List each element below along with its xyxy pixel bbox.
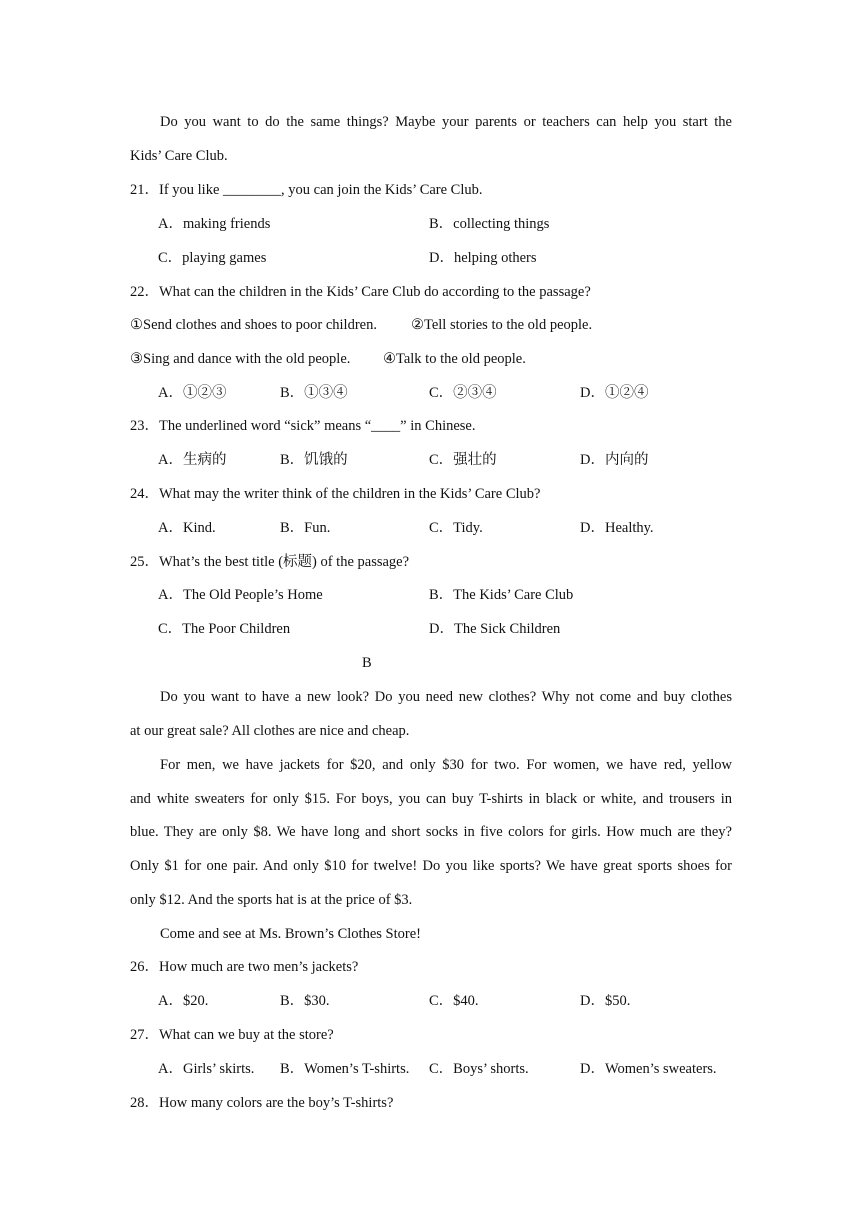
q21-option-a[interactable]: A．making friends [158,216,271,232]
q25-option-b[interactable]: B．The Kids’ Care Club [429,587,574,603]
q27-option-b[interactable]: B．Women’s T-shirts. [280,1061,410,1077]
question-25-stem: 25．What’s the best title (标题) of the passage? [130,554,410,570]
q22-statement-1: ①Send clothes and shoes to poor children. [130,317,377,333]
q24-option-b[interactable]: B．Fun. [280,520,331,536]
q21-option-b[interactable]: B．collecting things [429,216,550,232]
q25-option-d[interactable]: D．The Sick Children [429,621,561,637]
q27-option-c[interactable]: C．Boys’ shorts. [429,1061,529,1077]
q21-option-d[interactable]: D．helping others [429,250,537,266]
question-21-stem: 21．If you like ________, you can join the Kids’ Care Club. [130,182,483,198]
question-27-stem: 27．What can we buy at the store? [130,1027,334,1043]
q27-option-d[interactable]: D．Women’s sweaters. [580,1061,717,1077]
q24-option-d[interactable]: D．Healthy. [580,520,654,536]
q22-statement-2: ②Tell stories to the old people. [411,317,593,333]
intro-line-2: Kids’ Care Club. [130,148,228,164]
q22-statement-4: ④Talk to the old people. [383,351,526,367]
q22-option-c[interactable]: C．②③④ [429,385,497,401]
question-23-stem: 23．The underlined word “sick” means “____” in Chinese. [130,418,476,434]
question-24-stem: 24．What may the writer think of the children in the Kids’ Care Club? [130,486,541,502]
section-b-p3: Come and see at Ms. Brown’s Clothes Store! [160,926,421,942]
q25-option-c[interactable]: C．The Poor Children [158,621,291,637]
q23-option-a[interactable]: A．生病的 [158,452,227,468]
section-b-p2-line-1: For men, we have jackets for $20, and only $30 for two. For women, we have red, yellow [160,757,732,773]
question-22-stem: 22．What can the children in the Kids’ Care Club do according to the passage? [130,284,591,300]
section-b-heading: B [362,655,372,671]
q26-option-d[interactable]: D．$50. [580,993,631,1009]
intro-line-1: Do you want to do the same things? Maybe your parents or teachers can help you start the [160,114,732,130]
section-b-p2-line-4: Only $1 for one pair. And only $10 for twelve! Do you like sports? We have great sports shoes for [130,858,732,874]
q26-option-c[interactable]: C．$40. [429,993,479,1009]
q23-option-c[interactable]: C．强壮的 [429,452,497,468]
section-b-p2-line-3: blue. They are only $8. We have long and short socks in five colors for girls. How much are they? [130,824,732,840]
q23-option-b[interactable]: B．饥饿的 [280,452,348,468]
section-b-p2-line-2: and white sweaters for only $15. For boys, you can buy T-shirts in black or white, and trousers in [130,791,732,807]
q26-option-b[interactable]: B．$30. [280,993,330,1009]
q22-option-a[interactable]: A．①②③ [158,385,227,401]
q22-statement-3: ③Sing and dance with the old people. [130,351,351,367]
q25-option-a[interactable]: A．The Old People’s Home [158,587,323,603]
section-b-p1-line-2: at our great sale? All clothes are nice and cheap. [130,723,410,739]
q23-option-d[interactable]: D．内向的 [580,452,649,468]
q22-option-d[interactable]: D．①②④ [580,385,649,401]
section-b-p1-line-1: Do you want to have a new look? Do you need new clothes? Why not come and buy clothes [160,689,732,705]
section-b-p2-line-5: only $12. And the sports hat is at the price of $3. [130,892,413,908]
q24-option-c[interactable]: C．Tidy. [429,520,483,536]
q22-option-b[interactable]: B．①③④ [280,385,348,401]
q27-option-a[interactable]: A．Girls’ skirts. [158,1061,255,1077]
q21-option-c[interactable]: C．playing games [158,250,267,266]
question-26-stem: 26．How much are two men’s jackets? [130,959,359,975]
q24-option-a[interactable]: A．Kind. [158,520,216,536]
question-28-stem: 28．How many colors are the boy’s T-shirts? [130,1095,394,1111]
q26-option-a[interactable]: A．$20. [158,993,209,1009]
